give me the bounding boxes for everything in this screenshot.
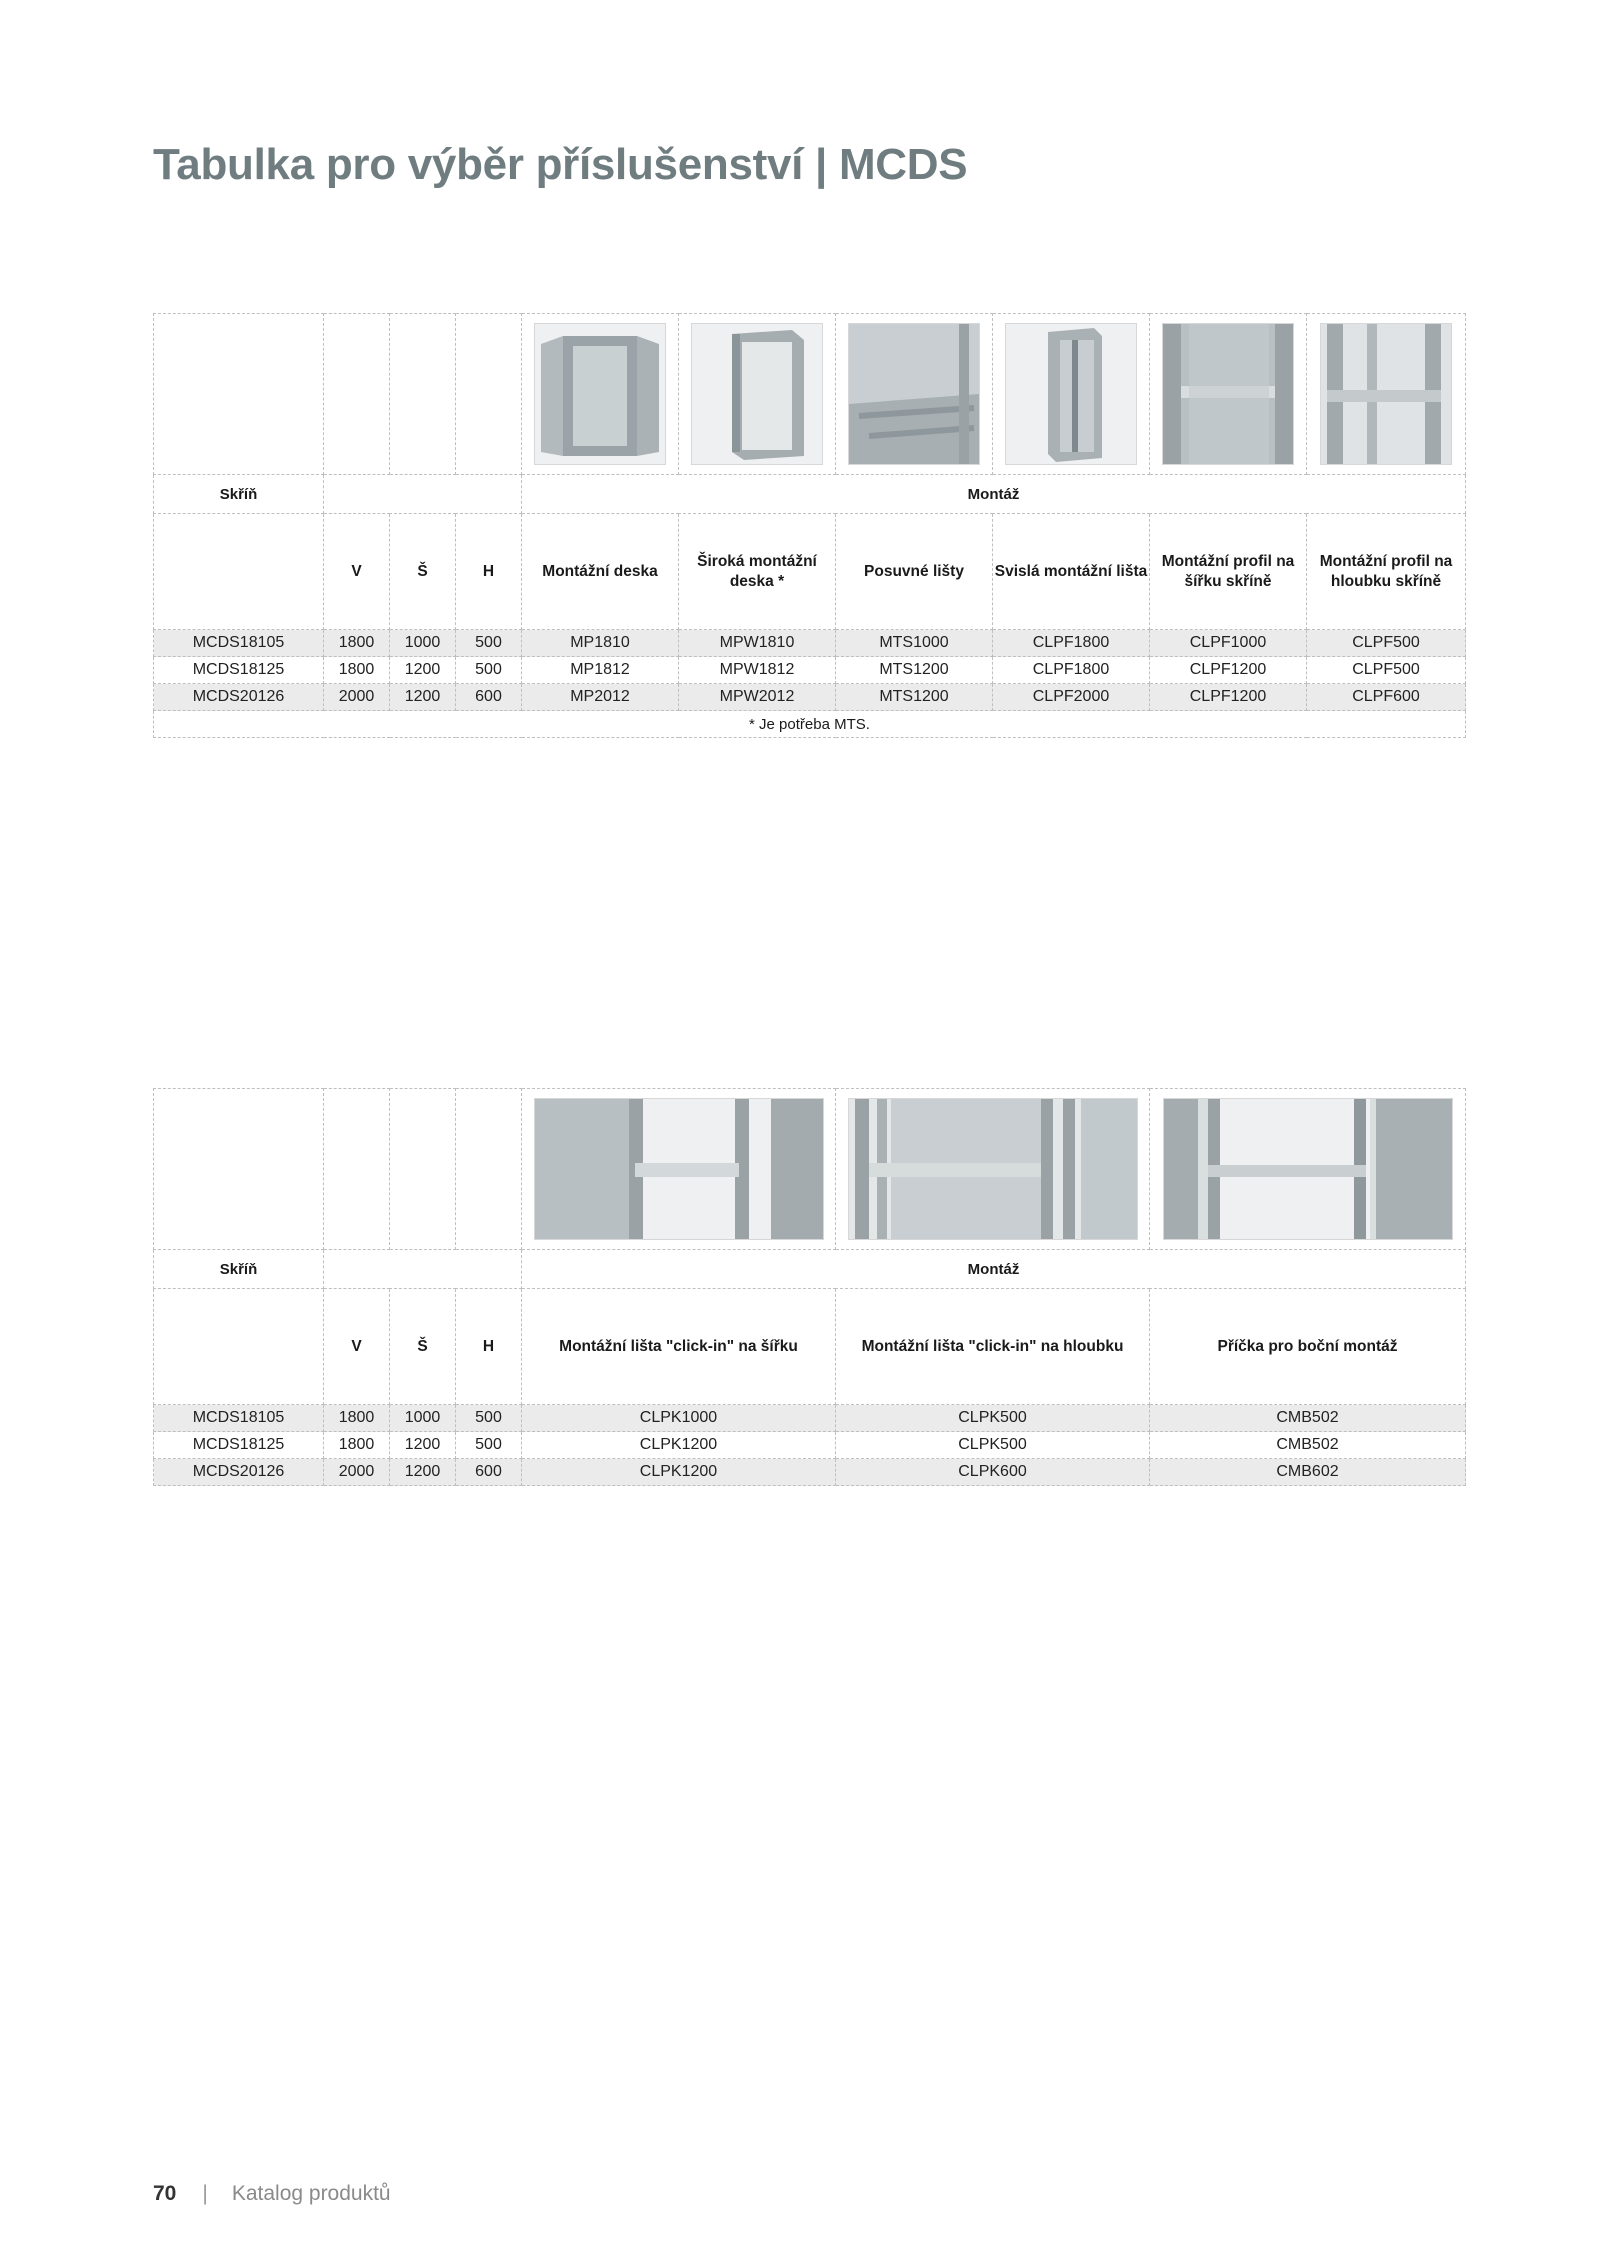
cell: CLPF1200 xyxy=(1150,684,1307,711)
column-header: Montážní profil na hloubku skříně xyxy=(1307,514,1466,630)
cell: 500 xyxy=(456,657,522,684)
group-label-cabinet: Skříň xyxy=(154,475,324,514)
click-in-rail-width-image xyxy=(534,1098,824,1240)
cell: 2000 xyxy=(324,1459,390,1486)
cell: 1200 xyxy=(390,684,456,711)
vertical-rail-cabinet-image xyxy=(1005,323,1137,465)
group-label-row xyxy=(154,1250,1466,1289)
cabinet-frame-image xyxy=(691,323,823,465)
dim-header-v: V xyxy=(324,1289,390,1405)
cell: CMB502 xyxy=(1150,1432,1466,1459)
cell: MP2012 xyxy=(522,684,679,711)
cell: CLPF1000 xyxy=(1150,630,1307,657)
accessory-table-2 xyxy=(153,1088,1466,1486)
dim-header-h: H xyxy=(456,1289,522,1405)
dim-header-s: Š xyxy=(390,1289,456,1405)
cell: CMB502 xyxy=(1150,1405,1466,1432)
side-mount-bar-image xyxy=(1163,1098,1453,1240)
column-header-row xyxy=(154,514,1466,630)
image-row xyxy=(154,1089,1466,1250)
group-label-mounting: Montáž xyxy=(522,1250,1466,1289)
cell: 1800 xyxy=(324,1432,390,1459)
cell: 500 xyxy=(456,1405,522,1432)
accessory-table-1 xyxy=(153,313,1466,738)
depth-profile-image xyxy=(1320,323,1452,465)
dim-header-v: V xyxy=(324,514,390,630)
dim-header-s: Š xyxy=(390,514,456,630)
table-row xyxy=(154,630,1466,657)
cell: 1800 xyxy=(324,630,390,657)
cell: MCDS18105 xyxy=(154,630,324,657)
column-header: Montážní deska xyxy=(522,514,679,630)
width-profile-image xyxy=(1162,323,1294,465)
cell: MPW1812 xyxy=(679,657,836,684)
group-label-row xyxy=(154,475,1466,514)
cell: CLPF2000 xyxy=(993,684,1150,711)
table-row xyxy=(154,1405,1466,1432)
cell: 600 xyxy=(456,684,522,711)
cell: 600 xyxy=(456,1459,522,1486)
table-row xyxy=(154,1432,1466,1459)
table-row xyxy=(154,1459,1466,1486)
cell: 500 xyxy=(456,630,522,657)
cell: CLPK500 xyxy=(836,1432,1150,1459)
cell: CLPK1000 xyxy=(522,1405,836,1432)
cell: MCDS18125 xyxy=(154,657,324,684)
column-header: Svislá montážní lišta xyxy=(993,514,1150,630)
column-header-row xyxy=(154,1289,1466,1405)
cell: MTS1200 xyxy=(836,684,993,711)
cell: MTS1000 xyxy=(836,630,993,657)
column-header: Posuvné lišty xyxy=(836,514,993,630)
footnote: * Je potřeba MTS. xyxy=(154,711,1466,738)
cell: 1000 xyxy=(390,630,456,657)
table-row xyxy=(154,684,1466,711)
page-title: Tabulka pro výběr příslušenství | MCDS xyxy=(153,140,968,189)
cell: CLPF500 xyxy=(1307,657,1466,684)
cell: 1200 xyxy=(390,1459,456,1486)
cell: MPW1810 xyxy=(679,630,836,657)
group-label-mounting: Montáž xyxy=(522,475,1466,514)
click-in-rail-depth-image xyxy=(848,1098,1138,1240)
table-row xyxy=(154,657,1466,684)
cell: MTS1200 xyxy=(836,657,993,684)
footnote-row xyxy=(154,711,1466,738)
cell: MPW2012 xyxy=(679,684,836,711)
cell: CLPK1200 xyxy=(522,1432,836,1459)
column-header: Montážní lišta "click-in" na šířku xyxy=(522,1289,836,1405)
cell: MP1812 xyxy=(522,657,679,684)
cell: CLPK500 xyxy=(836,1405,1150,1432)
cell: CLPF1200 xyxy=(1150,657,1307,684)
cell: 1200 xyxy=(390,657,456,684)
cell: CLPF1800 xyxy=(993,630,1150,657)
cell: 1200 xyxy=(390,1432,456,1459)
column-header: Široká montážní deska * xyxy=(679,514,836,630)
cell: MCDS20126 xyxy=(154,1459,324,1486)
cell: MCDS18105 xyxy=(154,1405,324,1432)
cell: CLPK1200 xyxy=(522,1459,836,1486)
dim-header-h: H xyxy=(456,514,522,630)
catalog-label: Katalog produktů xyxy=(231,2182,391,2205)
cell: 1800 xyxy=(324,1405,390,1432)
cell: CLPF600 xyxy=(1307,684,1466,711)
column-header: Příčka pro boční montáž xyxy=(1150,1289,1466,1405)
cell: CLPF1800 xyxy=(993,657,1150,684)
column-header: Montážní lišta "click-in" na hloubku xyxy=(836,1289,1150,1405)
cell: 2000 xyxy=(324,684,390,711)
cell: MCDS18125 xyxy=(154,1432,324,1459)
cell: CLPK600 xyxy=(836,1459,1150,1486)
column-header: Montážní profil na šířku skříně xyxy=(1150,514,1307,630)
cell: CMB602 xyxy=(1150,1459,1466,1486)
group-label-cabinet: Skříň xyxy=(154,1250,324,1289)
cell: MCDS20126 xyxy=(154,684,324,711)
page-footer xyxy=(153,2182,391,2206)
cell: 1000 xyxy=(390,1405,456,1432)
cell: 1800 xyxy=(324,657,390,684)
cell: 500 xyxy=(456,1432,522,1459)
cabinet-open-doors-image xyxy=(534,323,666,465)
footer-separator: | xyxy=(202,2182,208,2205)
cell: MP1810 xyxy=(522,630,679,657)
cell: CLPF500 xyxy=(1307,630,1466,657)
page-number: 70 xyxy=(153,2182,177,2205)
sliding-rails-image xyxy=(848,323,980,465)
image-row xyxy=(154,314,1466,475)
